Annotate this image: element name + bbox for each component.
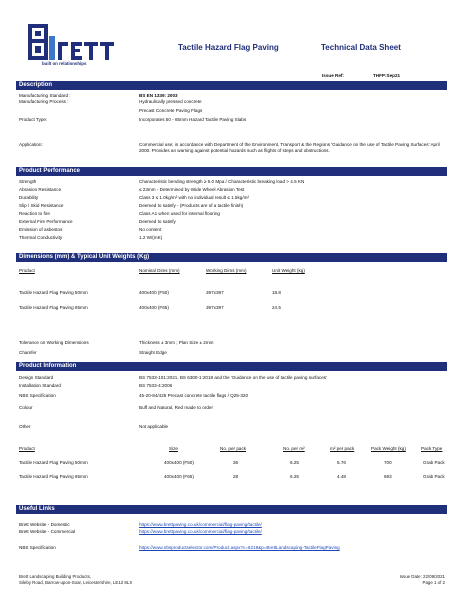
row-label: NBS Specification	[19, 393, 56, 398]
column-header: Unit Weight (kg)	[272, 268, 305, 273]
table-cell: 397x397	[206, 305, 224, 310]
footer-address-line: Sileby Road, Barrow-upon-Soar, Leicestershire, LE12 8LX	[19, 579, 133, 585]
table-cell: 5.76	[337, 460, 346, 465]
row-label: Installation Standard	[19, 383, 61, 388]
section-product-info-heading: Product Information	[16, 362, 447, 371]
table-cell: 4.48	[337, 474, 346, 479]
footer-meta	[400, 574, 445, 585]
row-label: Application:	[19, 142, 43, 147]
table-cell: 397x397	[206, 290, 224, 295]
row-label: Manufacturing Standard :	[19, 93, 71, 98]
column-header: No. per m²	[283, 446, 305, 451]
row-label: NBS Specification	[19, 545, 56, 550]
table-cell: Tactile Hazard Flag Paving 50mm	[19, 290, 88, 295]
issue-ref-value: THFP:Sep21	[373, 73, 401, 78]
row-value: Not applicable	[139, 424, 169, 429]
row-value: BS EN 1339: 2003	[139, 93, 178, 98]
table-cell: Tactile Hazard Flag Paving 65mm	[19, 305, 88, 310]
table-cell: 28	[233, 474, 239, 479]
column-header: Pack Weight (kg)	[371, 446, 406, 451]
table-cell: 6.25	[290, 460, 299, 465]
table-cell: 693	[384, 474, 392, 479]
document-title: Tactile Hazard Flag Paving	[178, 43, 279, 52]
table-cell: 36	[233, 460, 239, 465]
row-label: Tolerance on Working Dimensions	[19, 340, 89, 345]
row-value: Class A1 when used for internal flooring	[139, 211, 220, 216]
row-label: Chamfer	[19, 350, 37, 355]
column-header: No. per pack	[220, 446, 247, 451]
page-number: Page 1 of 2	[422, 579, 445, 585]
row-value: ≤ 23mm - Determined by Wide Wheel Abrasion Test	[139, 187, 245, 192]
table-cell: Tactile Hazard Flag Paving 65mm	[19, 474, 88, 479]
row-label: Strength	[19, 179, 37, 184]
dimensions-header-row	[19, 268, 445, 276]
row-value: Straight Edge	[139, 350, 167, 355]
pack-header-row	[19, 446, 445, 454]
row-value: Class 3 ≤ 1.0kg/m² with no individual result ≤ 1.5kg/m²	[139, 195, 249, 200]
table-cell: 18.8	[272, 290, 281, 295]
table-cell: 400x400 (F50)	[139, 290, 169, 295]
nbs-specification-link[interactable]: https://www.nbsproductselector.com/Product.aspx?c=6218&p=BrettLandscaping-TactileFlagPaving	[139, 545, 340, 550]
row-label: Product Type:	[19, 117, 48, 122]
row-label: Colour	[19, 405, 33, 410]
row-value: Commercial use; in accordance with Department of the Environment, Transport & the Regions 'Guidance on the use of Tactile Paving Surfaces' April 2000. Provides an warning against potential hazards such as flights of steps and obstructions.	[139, 142, 440, 153]
row-label: Reaction to fire	[19, 211, 50, 216]
row-value: Deemed to satisfy	[139, 219, 176, 224]
table-cell: 400x400 (F50)	[164, 460, 194, 465]
row-value: 1.2 W/(mK)	[139, 235, 163, 240]
column-header: Product	[19, 446, 35, 451]
document-type: Technical Data Sheet	[321, 43, 401, 52]
issue-date: Issue Date: 22/09/2021	[399, 574, 445, 579]
row-label: Other	[19, 424, 31, 429]
row-label: Brett Website - Commercial	[19, 529, 76, 534]
row-value: Incorporates 50 - 65mm Hazard Tactile Paving Slabs	[139, 117, 247, 122]
footer-address	[19, 574, 132, 585]
row-label: External Fire Performance	[19, 219, 73, 224]
table-cell: 400x400 (F65)	[164, 474, 194, 479]
table-cell: Tactile Hazard Flag Paving 50mm	[19, 460, 88, 465]
commercial-website-link[interactable]: https://www.brettpaving.co.uk/commercial/flag-paving/tactile/	[139, 529, 262, 534]
table-cell: 400x400 (F65)	[139, 305, 169, 310]
table-cell: 24.5	[272, 305, 281, 310]
table-cell: 6.25	[290, 474, 299, 479]
table-row	[19, 460, 445, 468]
document-header	[0, 0, 463, 80]
column-header: Working Dims (mm)	[206, 268, 247, 273]
column-header: Product	[19, 268, 35, 273]
logo-tagline: built on relationships	[42, 61, 87, 66]
row-value: Buff and Natural, Red made to order	[139, 405, 213, 410]
footer-company: Brett Landscaping Building Products,	[19, 574, 92, 579]
row-label: Manufacturing Process :	[19, 99, 69, 104]
section-dimensions-heading: Dimensions (mm) & Typical Unit Weights (Kg)	[16, 253, 447, 262]
table-cell: Grab Pack	[423, 474, 445, 479]
section-description-heading: Description	[16, 81, 447, 90]
row-label: Abrasion Resistance	[19, 187, 62, 192]
table-cell: Grab Pack	[423, 460, 445, 465]
row-label: Thermal Conductivity	[19, 235, 63, 240]
table-cell: 700	[384, 460, 392, 465]
row-value: BS 7533-101:2021, BS 6300-1:2018 and the 'Guidance on the use of tactile paving surfaces'	[139, 375, 327, 380]
row-value: BS 7533-4:2006	[139, 383, 173, 388]
column-header: Pack Type	[421, 446, 443, 451]
row-value: Characteristic bending strength ≥ 5.0 Mpa / Characteristic breaking load > 4.5 KN	[139, 179, 305, 184]
row-label: Durability	[19, 195, 39, 200]
row-value: Deemed to satisfy - (Products are of a tactile finish)	[139, 203, 244, 208]
row-label: Design Standard	[19, 375, 54, 380]
row-label: Emission of asbestos	[19, 227, 63, 232]
column-header: m² per pack	[330, 446, 355, 451]
section-performance-heading: Product Performance	[16, 167, 447, 176]
domestic-website-link[interactable]: https://www.brettpaving.co.uk/commercial/flag-paving/tactile/	[139, 522, 262, 527]
table-row	[19, 290, 445, 298]
row-value: 45-20-84/425 Precast concrete tactile flags / Q25-320	[139, 393, 249, 398]
issue-ref-label: Issue Ref:	[322, 73, 344, 78]
row-value: No content	[139, 227, 162, 232]
section-links-heading: Useful Links	[16, 505, 447, 514]
row-value: Thickness ± 3mm ; Plan Size ± 2mm	[139, 340, 214, 345]
row-value: Hydraulically pressed concrete	[139, 99, 202, 104]
row-label: Brett Website - Domestic	[19, 522, 70, 527]
table-row	[19, 305, 445, 313]
row-label: Slip / Skid Resistance	[19, 203, 64, 208]
column-header: Nominal Dims (mm)	[139, 268, 180, 273]
row-value: Precast Concrete Paving Flags	[139, 108, 203, 113]
column-header: Size	[169, 446, 178, 451]
table-row	[19, 474, 445, 482]
